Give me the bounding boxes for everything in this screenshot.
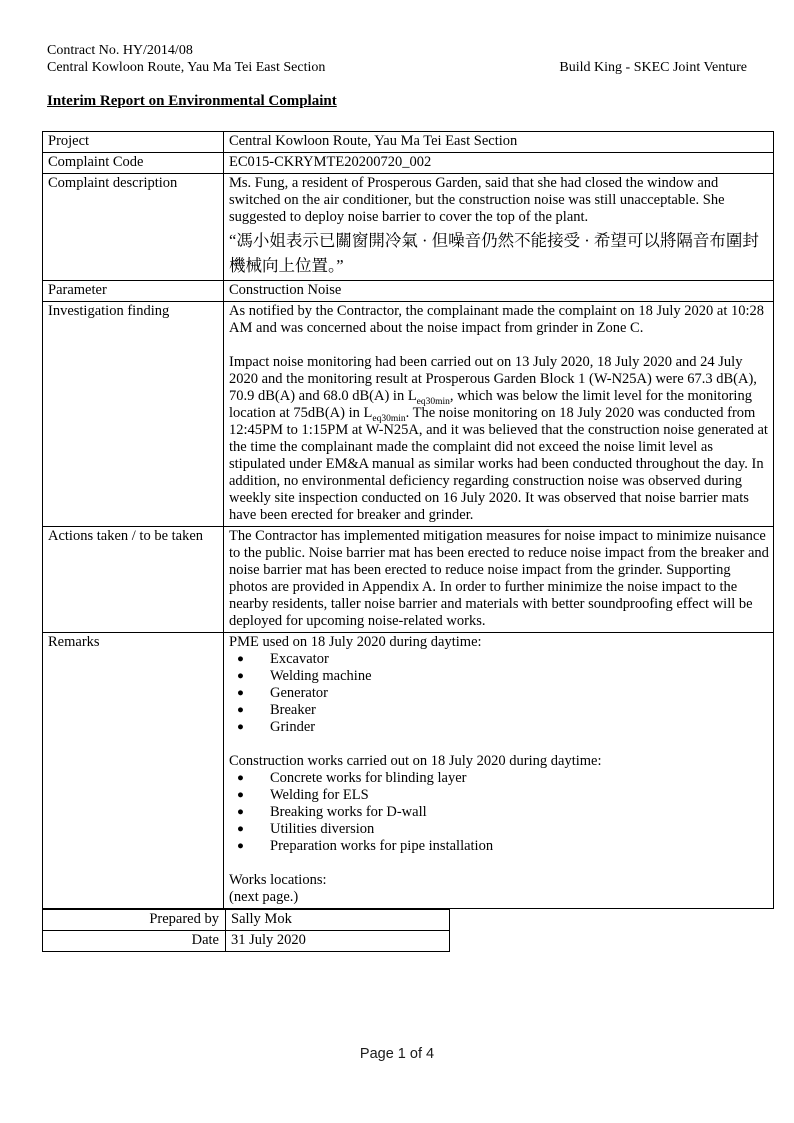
bullet-icon: ● xyxy=(237,789,244,801)
bullet-icon: ● xyxy=(237,687,244,699)
complaint-description-chinese: “馮小姐表示已關窗開冷氣 · 但噪音仍然不能接受 · 希望可以將隔音布圍封機械向上位置。” xyxy=(229,231,759,275)
pme-item: Grinder xyxy=(270,719,316,735)
signature-table xyxy=(42,909,450,952)
complaint-code-label: Complaint Code xyxy=(43,153,224,174)
works-item: Concrete works for blinding layer xyxy=(270,770,467,786)
pme-item: Excavator xyxy=(270,651,329,667)
complaint-description-value xyxy=(224,174,774,281)
list-item xyxy=(229,702,769,719)
remarks-value xyxy=(224,633,774,909)
investigation-text: . The noise monitoring on 18 July 2020 was conducted from 12:45PM to 1:15PM at W-N25A, and it was believed that the construction noise generated at the time the complainant made the complaint did not exceed the noise limit level as stipulated under EM&A manual as similar works had been conducted throughout the day. In addition, no environmental deficiency regarding construction noise was observed during weekly site inspection conducted on 16 July 2020. It was observed that noise barrier mats have been erected for breaker and grinder. xyxy=(229,405,768,523)
table-row-complaint-code xyxy=(43,153,774,174)
bullet-icon: ● xyxy=(237,823,244,835)
bullet-icon: ● xyxy=(237,721,244,733)
bullet-icon: ● xyxy=(237,653,244,665)
list-item xyxy=(229,668,769,685)
date-label: Date xyxy=(43,931,226,952)
actions-taken-label: Actions taken / to be taken xyxy=(43,527,224,633)
joint-venture-name: Build King - SKEC Joint Venture xyxy=(559,59,747,75)
parameter-label: Parameter xyxy=(43,281,224,302)
pme-item: Welding machine xyxy=(270,668,372,684)
bullet-icon: ● xyxy=(237,772,244,784)
table-row-date xyxy=(43,931,450,952)
construction-works-list xyxy=(229,770,769,855)
list-item xyxy=(229,719,769,736)
page-number: Page 1 of 4 xyxy=(359,1046,435,1062)
works-item: Utilities diversion xyxy=(270,821,375,837)
leq30min-subscript: eq30min xyxy=(416,396,450,407)
works-item: Breaking works for D-wall xyxy=(270,804,427,820)
table-row-complaint-description xyxy=(43,174,774,281)
list-item xyxy=(229,838,769,855)
table-row-actions-taken xyxy=(43,527,774,633)
table-row-prepared-by xyxy=(43,910,450,931)
project-name: Central Kowloon Route, Yau Ma Tei East Section xyxy=(47,59,326,75)
list-item xyxy=(229,770,769,787)
complaint-code-value: EC015-CKRYMTE20200720_002 xyxy=(224,153,774,174)
bullet-icon: ● xyxy=(237,670,244,682)
next-page-note: (next page.) xyxy=(229,889,299,905)
complaint-report-table xyxy=(42,131,774,909)
report-body xyxy=(42,131,774,952)
actions-taken-value: The Contractor has implemented mitigation measures for noise impact to minimize nuisance to the public. Noise barrier mat has been erected to reduce noise impact from the breaker and noise barrier mat has been erected to reduce noise impact from the grinder. Supporting photos are provided in Appendix A. In order to further minimize the noise impact to the nearby residents, taller noise barrier and materials with better soundproofing effect will be deployed for upcoming noise-related works. xyxy=(224,527,774,633)
investigation-finding-value xyxy=(224,302,774,527)
list-item xyxy=(229,651,769,668)
blank-line xyxy=(229,337,769,354)
investigation-text: , which was below the limit level for the monitoring location at 75dB(A) in L xyxy=(229,388,752,421)
construction-works-heading: Construction works carried out on 18 July 2020 during daytime: xyxy=(229,753,602,769)
investigation-text: Impact noise monitoring had been carried out on 13 July 2020, 18 July 2020 and 24 July 2020 and the monitoring result at Prosperous Garden Block 1 (W-N25A) were 67.3 dB(A), 70.9 dB(A) and 68.0 dB(A) in L xyxy=(229,354,757,404)
investigation-paragraph-2 xyxy=(229,354,769,524)
pme-heading: PME used on 18 July 2020 during daytime: xyxy=(229,634,482,650)
project-value: Central Kowloon Route, Yau Ma Tei East Section xyxy=(224,132,774,153)
investigation-finding-label: Investigation finding xyxy=(43,302,224,527)
parameter-value: Construction Noise xyxy=(224,281,774,302)
blank-line xyxy=(229,855,769,872)
list-item xyxy=(229,821,769,838)
bullet-icon: ● xyxy=(237,704,244,716)
pme-item: Generator xyxy=(270,685,328,701)
remarks-label: Remarks xyxy=(43,633,224,909)
pme-list xyxy=(229,651,769,736)
investigation-paragraph-1: As notified by the Contractor, the complainant made the complaint on 18 July 2020 at 10:28 AM and was concerned about the noise impact from grinder in Zone C. xyxy=(229,303,765,336)
table-row-remarks xyxy=(43,633,774,909)
works-item: Welding for ELS xyxy=(270,787,369,803)
prepared-by-label: Prepared by xyxy=(43,910,226,931)
complaint-description-label: Complaint description xyxy=(43,174,224,281)
complaint-description-english: Ms. Fung, a resident of Prosperous Garden, said that she had closed the window and switched on the air conditioner, but the construction noise was still unacceptable. She suggested to deploy noise barrier to cover the top of the plant. xyxy=(229,175,725,225)
prepared-by-value: Sally Mok xyxy=(226,910,450,931)
table-row-project xyxy=(43,132,774,153)
date-value: 31 July 2020 xyxy=(226,931,450,952)
list-item xyxy=(229,685,769,702)
report-title: Interim Report on Environmental Complaint xyxy=(47,93,337,109)
contract-number: Contract No. HY/2014/08 xyxy=(47,43,193,58)
works-locations-text: Works locations: xyxy=(229,872,327,888)
project-label: Project xyxy=(43,132,224,153)
list-item xyxy=(229,804,769,821)
leq30min-subscript: eq30min xyxy=(372,413,406,424)
blank-line xyxy=(229,736,769,753)
works-item: Preparation works for pipe installation xyxy=(270,838,494,854)
pme-item: Breaker xyxy=(270,702,316,718)
document-header xyxy=(47,43,747,76)
bullet-icon: ● xyxy=(237,840,244,852)
table-row-investigation-finding xyxy=(43,302,774,527)
table-row-parameter xyxy=(43,281,774,302)
list-item xyxy=(229,787,769,804)
bullet-icon: ● xyxy=(237,806,244,818)
